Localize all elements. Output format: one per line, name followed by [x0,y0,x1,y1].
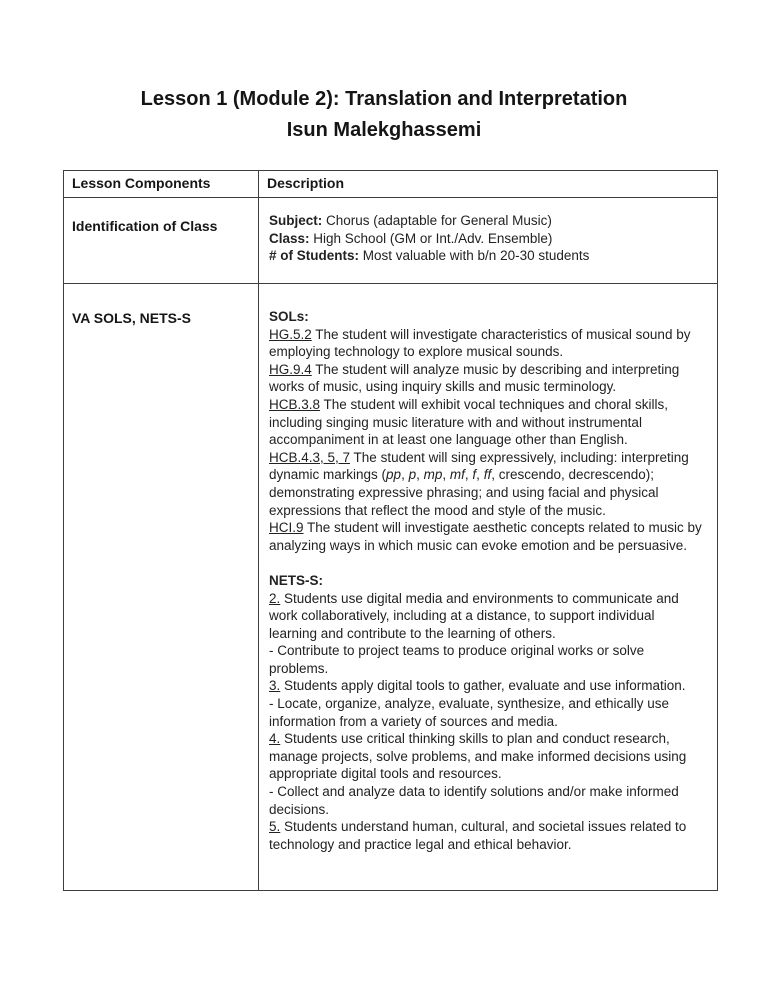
header-description: Description [259,171,718,198]
table-row-identification [64,198,718,284]
text-run: Class: [269,230,310,246]
text-run: HG.5.2 [269,326,312,342]
text-run: Students understand human, cultural, and societal issues related to technology and practice legal and ethical behavior. [269,819,687,852]
text-run: The student will analyze music by describing and interpreting works of music, using inquiry skills and music terminology. [269,361,680,395]
paragraph [269,396,705,449]
text-run: mf [449,467,465,483]
component-label-identification: Identification of Class [64,198,259,284]
table-header-row [64,171,718,198]
text-run: The student will exhibit vocal techniques and choral skills, including singing music literature with and without instrumental accompaniment in at least one language other than English. [269,396,668,448]
page-title [0,84,768,146]
text-run: - Collect and analyze data to identify solutions and/or make informed decisions. [269,784,679,817]
description-standards [259,284,718,891]
paragraph [269,818,705,853]
text-run: 3. [269,678,281,694]
paragraph [269,326,705,361]
text-run: Most valuable with b/n 20-30 students [359,248,590,264]
text-run: - Locate, organize, analyze, evaluate, synthesize, and ethically use information from a variety of sources and media. [269,696,669,729]
component-label-standards: VA SOLS, NETS-S [64,284,259,891]
text-run: Students use critical thinking skills to plan and conduct research, manage projects, solve problems, and make informed decisions using appropriate digital tools and resources. [269,731,687,782]
text-run: pp [386,467,402,483]
text-run: # of Students: [269,248,359,264]
text-run: 5. [269,819,281,835]
text-run: HCI.9 [269,520,304,536]
text-run: f [472,467,477,483]
text-run: SOLs: [269,309,309,324]
paragraph [269,590,705,643]
paragraph [269,519,705,554]
paragraph [269,212,705,230]
text-run: HCB.4.3, 5, 7 [269,449,351,465]
paragraph [269,572,705,590]
paragraph [269,730,705,783]
text-run: The student will investigate characteristics of musical sound by employing technology to explore musical sounds. [269,326,691,360]
paragraph [269,247,705,265]
paragraph [269,642,705,677]
text-run: , [401,467,409,483]
text-run: 4. [269,731,281,747]
paragraph [269,783,705,818]
text-run: The student will investigate aesthetic concepts related to music by analyzing ways in which music can evoke emotion and be persuasive. [269,520,702,553]
text-run: 2. [269,590,281,606]
text-run: mp [423,467,443,483]
text-run: HCB.3.8 [269,396,321,412]
text-run: - Contribute to project teams to produce original works or solve problems. [269,643,645,676]
header-lesson-components: Lesson Components [64,171,259,198]
text-run: , crescendo, decrescendo); demonstrating expressive phrasing; and using facial and physical expressions that reflect the mood and style of the music. [269,467,659,518]
paragraph [269,361,705,396]
text-run: Subject: [269,213,323,228]
text-run: Chorus (adaptable for General Music) [322,213,552,228]
text-run: Students use digital media and environments to communicate and work collaboratively, including at a distance, to support individual learning and contribute to the learning of others. [269,590,679,641]
text-run: , [476,467,484,483]
description-identification [259,198,718,284]
text-run: HG.9.4 [269,361,312,377]
text-run: NETS-S: [269,572,323,588]
text-run: Students apply digital tools to gather, evaluate and use information. [280,678,686,694]
text-run: High School (GM or Int./Adv. Ensemble) [309,230,553,246]
title-line-2: Isun Malekghassemi [286,119,482,141]
paragraph [269,554,705,572]
lesson-components-table [63,170,718,891]
table-row-standards [64,284,718,891]
paragraph [269,677,705,695]
text-run: , [416,467,424,483]
title-line-1: Lesson 1 (Module 2): Translation and Interpretation [140,88,628,110]
paragraph [269,449,705,519]
paragraph [269,695,705,730]
paragraph [269,308,705,326]
text-run: The student will sing expressively, including: interpreting dynamic markings ( [269,449,689,483]
text-run: ff [483,467,492,483]
text-run: p [408,467,417,483]
text-run: , [464,467,473,483]
text-run: , [442,467,450,483]
paragraph [269,230,705,248]
